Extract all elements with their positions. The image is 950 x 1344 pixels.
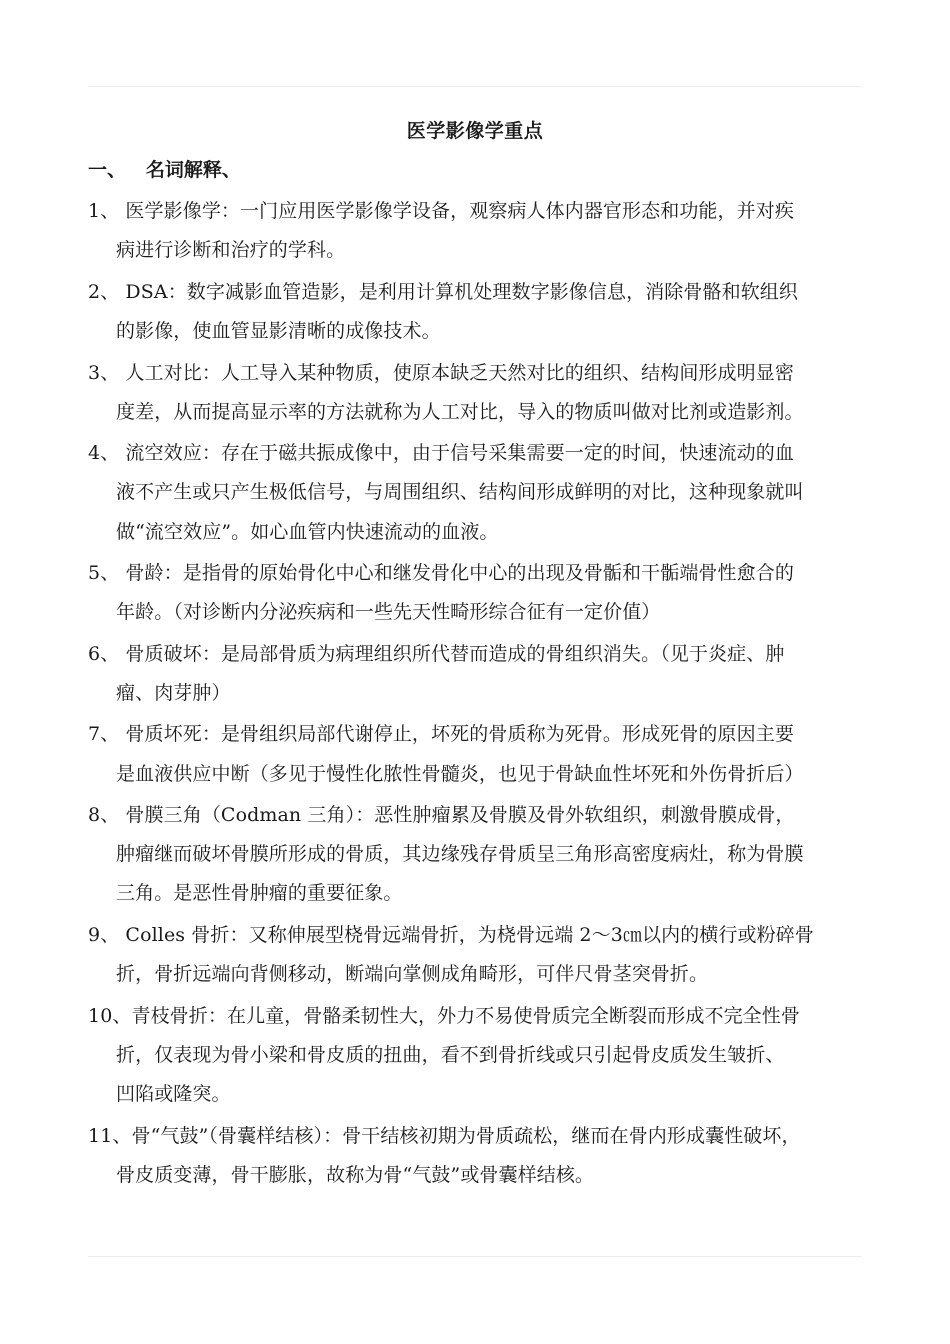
definition-line: 病进行诊断和治疗的学科。	[116, 239, 346, 261]
definition-line: 做“流空效应”。如心血管内快速流动的血液。	[116, 521, 499, 543]
definition-line: 6、 骨质破坏：是局部骨质为病理组织所代替而造成的骨组织消失。（见于炎症、肿	[88, 643, 785, 665]
definition-line: 7、 骨质坏死：是骨组织局部代谢停止，坏死的骨质称为死骨。形成死骨的原因主要	[88, 723, 794, 745]
definition-line: 骨皮质变薄，骨干膨胀，故称为骨“气鼓”或骨囊样结核。	[116, 1164, 595, 1186]
definition-line: 折，骨折远端向背侧移动，断端向掌侧成角畸形，可伴尺骨茎突骨折。	[116, 963, 709, 985]
definition-line: 度差，从而提高显示率的方法就称为人工对比，导入的物质叫做对比剂或造影剂。	[116, 401, 804, 423]
page-top-rule	[88, 86, 862, 87]
definition-line: 10、青枝骨折：在儿童，骨骼柔韧性大，外力不易使骨质完全断裂而形成不完全性骨	[88, 1005, 800, 1027]
page-bottom-rule	[88, 1256, 862, 1257]
definition-line: 瘤、肉芽肿）	[116, 682, 231, 704]
definition-line: 的影像，使血管显影清晰的成像技术。	[116, 320, 441, 342]
definition-line: 3、 人工对比：人工导入某种物质，使原本缺乏天然对比的组织、结构间形成明显密	[88, 362, 794, 384]
definition-line: 肿瘤继而破坏骨膜所形成的骨质，其边缘残存骨质呈三角形高密度病灶，称为骨膜	[116, 843, 804, 865]
definition-line: 年龄。（对诊断内分泌疾病和一些先天性畸形综合征有一定价值）	[116, 601, 661, 623]
definition-line: 凹陷或隆突。	[116, 1083, 231, 1105]
document-title: 医学影像学重点	[406, 120, 544, 142]
definition-line: 是血液供应中断（多见于慢性化脓性骨髓炎，也见于骨缺血性坏死和外伤骨折后）	[116, 763, 804, 785]
definition-line: 4、 流空效应：存在于磁共振成像中，由于信号采集需要一定的时间，快速流动的血	[88, 442, 794, 464]
definition-line: 三角。是恶性骨肿瘤的重要征象。	[116, 882, 403, 904]
definition-line: 8、 骨膜三角（Codman 三角）：恶性肿瘤累及骨膜及骨外软组织，刺激骨膜成骨，	[88, 804, 795, 826]
definition-line: 1、 医学影像学：一门应用医学影像学设备，观察病人体内器官形态和功能，并对疾	[88, 200, 794, 222]
definition-line: 11、骨“气鼓”（骨囊样结核）：骨干结核初期为骨质疏松，继而在骨内形成囊性破坏，	[88, 1125, 801, 1147]
definition-line: 2、 DSA：数字减影血管造影，是利用计算机处理数字影像信息，消除骨骼和软组织	[88, 281, 799, 303]
definition-line: 9、 Colles 骨折：又称伸展型桡骨远端骨折，为桡骨远端 2～3㎝以内的横行或粉碎骨	[88, 924, 814, 946]
definition-line: 液不产生或只产生极低信号，与周围组织、结构间形成鲜明的对比，这种现象就叫	[116, 481, 804, 503]
section-heading: 一、 名词解释、	[88, 159, 241, 181]
definition-line: 折，仅表现为骨小梁和骨皮质的扭曲，看不到骨折线或只引起骨皮质发生皱折、	[116, 1044, 785, 1066]
definition-line: 5、 骨龄：是指骨的原始骨化中心和继发骨化中心的出现及骨骺和干骺端骨性愈合的	[88, 562, 794, 584]
